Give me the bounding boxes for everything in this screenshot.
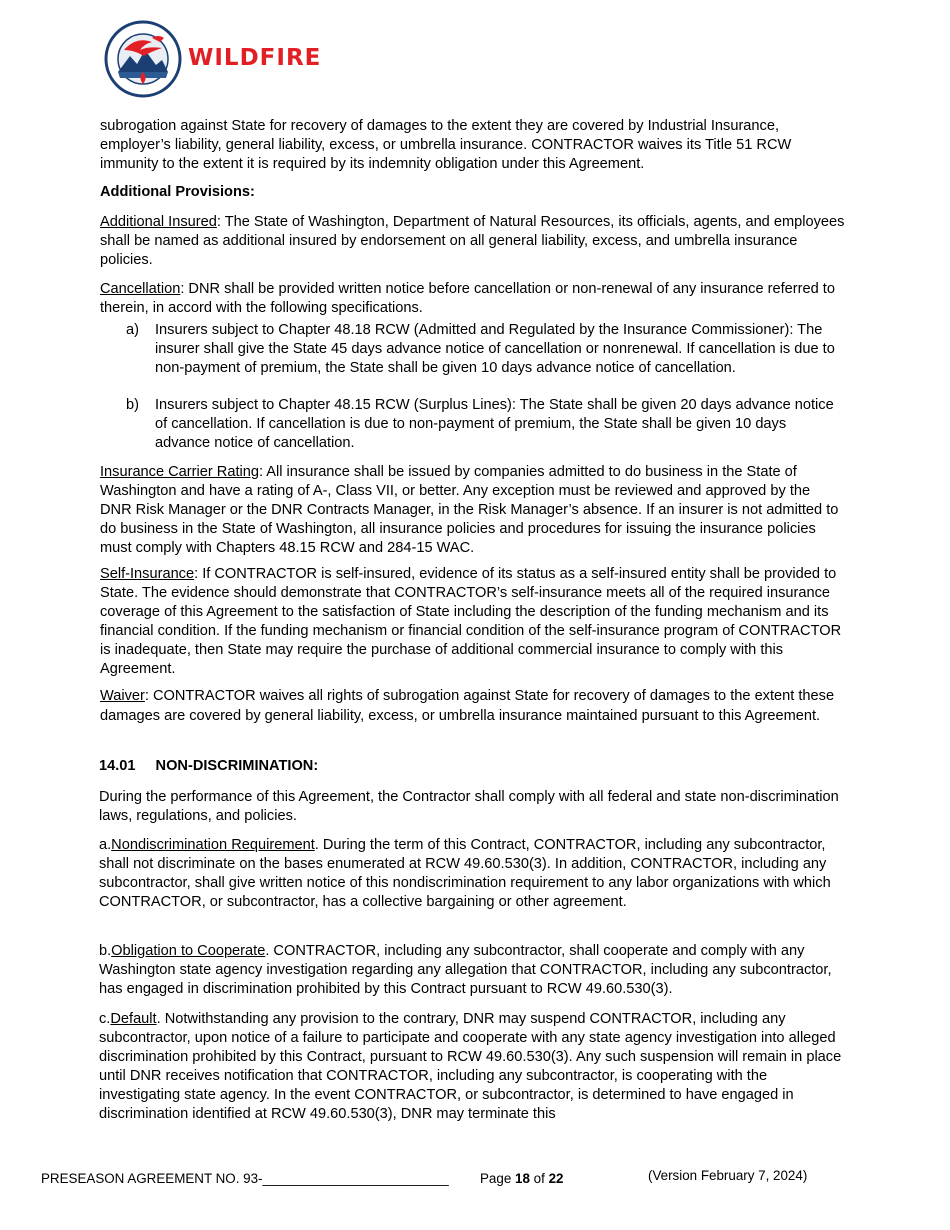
additional-provisions-heading: Additional Provisions: [100, 184, 255, 200]
obligation-to-cooperate-text: . CONTRACTOR, including any subcontractor, shall cooperate and comply with any Washington state agency investigation regarding any allegation that CONTRACTOR, including any subcontractor, has engaged in discrimination prohibited by this Contract pursuant to RCW 49.60.530(3). [99, 943, 832, 997]
page-of: of [533, 1171, 545, 1186]
waiver-text: : CONTRACTOR waives all rights of subrogation against State for recovery of damages to the extent these damages are covered by general liability, excess, or umbrella insurance maintained pursuant to this Agreement. [100, 688, 835, 724]
section-title: NON-DISCRIMINATION: [155, 758, 319, 774]
list-marker: b) [126, 397, 139, 413]
section-heading [99, 758, 318, 774]
list-text: Insurers subject to Chapter 48.15 RCW (Surplus Lines): The State shall be given 20 days advance notice of cancellation. If cancellation is due to non-payment of premium, the State shall be given 10 days advance notice of cancellation. [155, 397, 834, 451]
waiver-paragraph [100, 686, 845, 726]
item-prefix: c. [99, 1011, 111, 1027]
page-footer [41, 1168, 921, 1188]
agreement-blank: _________________________ [262, 1171, 449, 1186]
additional-insured-paragraph [100, 213, 845, 270]
carrier-rating-term: Insurance Carrier Rating [100, 464, 259, 480]
default-text: . Notwithstanding any provision to the contrary, DNR may suspend CONTRACTOR, including any subcontractor, upon notice of a failure to participate and cooperate with any state agency investigation into alleged discrimination prohibited by this Contract, pursuant to RCW 49.60.530(3). Any such suspension will remain in place until DNR receives notification that CONTRACTOR, including any subcontractor, is cooperating with the investigating state agency. In the event CONTRACTOR, or subcontractor, is determined to have engaged in discrimination identified at RCW 49.60.530(3), DNR may terminate this [99, 1011, 842, 1122]
list-marker: a) [126, 322, 139, 338]
dnr-seal-logo [104, 20, 182, 98]
self-insurance-term: Self-Insurance [100, 566, 195, 582]
footer-agreement-number [41, 1171, 449, 1186]
obligation-to-cooperate-term: Obligation to Cooperate [111, 943, 266, 959]
additional-insured-term: Additional Insured [100, 214, 217, 230]
carrier-rating-paragraph [100, 463, 845, 558]
version-date: (Version February 7, 2024) [648, 1168, 808, 1183]
cancellation-text: : DNR shall be provided written notice before cancellation or non-renewal of any insurance referred to therein, in accord with the following specifications. [100, 281, 835, 316]
cancellation-term: Cancellation [100, 281, 181, 297]
obligation-to-cooperate-paragraph [99, 942, 844, 999]
page-current: 18 [515, 1171, 530, 1186]
carrier-rating-text: : All insurance shall be issued by companies admitted to do business in the State of Washington and have a rating of A-, Class VII, or better. Any exception must be reviewed and approved by the DNR Risk Manager or the DNR Contracts Manager, in the Risk Manager’s absence. If an insurer is not admitted to do business in the State of Washington, all insurance policies and procedures for issuing the insurance policies must comply with Chapters 48.15 RCW and 284-15 WAC. [100, 464, 839, 556]
default-term: Default [110, 1011, 157, 1027]
cancellation-paragraph [100, 280, 845, 318]
nondiscrimination-intro: During the performance of this Agreement, the Contractor shall comply with all federal and state non-discrimination laws, regulations, and policies. [99, 789, 839, 824]
self-insurance-paragraph [100, 565, 845, 679]
nondiscrimination-requirement-term: Nondiscrimination Requirement [111, 837, 315, 853]
agreement-label: PRESEASON AGREEMENT NO. 93- [41, 1171, 263, 1186]
section-number: 14.01 [99, 758, 136, 774]
self-insurance-text: : If CONTRACTOR is self-insured, evidence of its status as a self-insured entity shall be provided to State. The evidence should demonstrate that CONTRACTOR’s self-insurance meets all of the required insurance coverage of this Agreement to the satisfaction of State including the description of the funding mechanism and its financial condition. If the funding mechanism or financial condition of the self-insurance program of CONTRACTOR is inadequate, then State may require the purchase of additional commercial insurance to comply with this Agreement. [100, 566, 842, 677]
page-word: Page [480, 1171, 512, 1186]
nondiscrimination-requirement-paragraph [99, 836, 844, 912]
nondiscrimination-requirement-text: . During the term of this Contract, CONTRACTOR, including any subcontractor, shall not discriminate on the bases enumerated at RCW 49.60.530(3). In addition, CONTRACTOR, including any subcontractor, shall give written notice of this nondiscrimination requirement to any labor organizations with which CONTRACTOR, or subcontractor, has a collective bargaining or other agreement. [99, 837, 831, 910]
item-prefix: b. [99, 943, 112, 959]
page-total: 22 [548, 1171, 564, 1186]
intro-paragraph: subrogation against State for recovery of damages to the extent they are covered by Industrial Insurance, employer’s liability, general liability, excess, or umbrella insurance. CONTRACTOR waives its Title 51 RCW immunity to the extent it is required by its indemnity obligation under this Agreement. [100, 118, 792, 172]
waiver-term: Waiver [100, 688, 145, 704]
additional-insured-text: : The State of Washington, Department of Natural Resources, its officials, agents, and employees shall be named as additional insured by endorsement on all general liability, excess, and umbrella insurance policies. [100, 214, 845, 268]
brand-wordmark: WILDFIRE [188, 45, 322, 71]
default-paragraph [99, 1010, 844, 1124]
item-prefix: a. [99, 837, 112, 853]
page-number [480, 1171, 563, 1186]
list-text: Insurers subject to Chapter 48.18 RCW (Admitted and Regulated by the Insurance Commissioner): The insurer shall give the State 45 days advance notice of cancellation or nonrenewal. If cancellation is due to non-payment of premium, the State shall be given 10 days advance notice of cancellation. [155, 322, 835, 376]
